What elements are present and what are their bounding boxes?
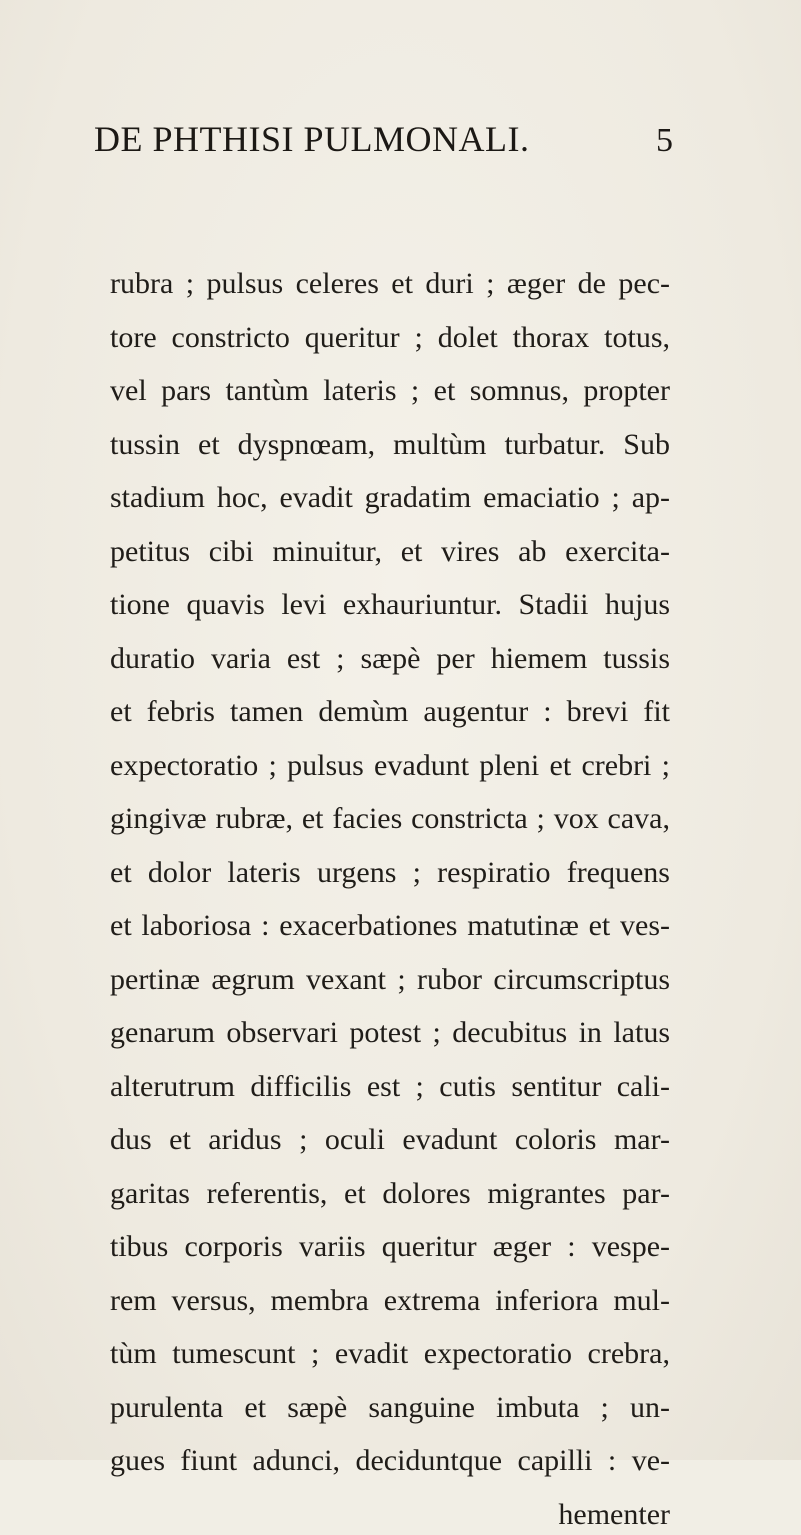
running-title: DE PHTHISI PULMONALI. [94,119,530,159]
text-line: tore constricto queritur ; dolet thorax totus, [110,321,670,354]
text-line: gues fiunt adunci, deciduntque capilli : ve- [110,1444,670,1477]
text-line: pertinæ ægrum vexant ; rubor circumscriptus [110,963,670,996]
text-line: et dolor lateris urgens ; respiratio frequens [110,856,670,889]
text-line: garitas referentis, et dolores migrantes par- [110,1177,670,1210]
text-line: dus et aridus ; oculi evadunt coloris mar- [110,1123,670,1156]
text-line: rubra ; pulsus celeres et duri ; æger de pec- [110,267,670,300]
text-line: et febris tamen demùm augentur : brevi fit [110,695,670,728]
text-line: stadium hoc, evadit gradatim emaciatio ; ap- [110,481,670,514]
catchword: hementer [558,1498,670,1531]
text-line: gingivæ rubræ, et facies constricta ; vox cava, [110,802,670,835]
text-line: petitus cibi minuitur, et vires ab exercita- [110,535,670,568]
page-number: 5 [656,122,673,159]
text-line: tione quavis levi exhauriuntur. Stadii hujus [110,588,670,621]
text-line: tussin et dyspnœam, multùm turbatur. Sub [110,428,670,461]
text-line: et laboriosa : exacerbationes matutinæ et ves- [110,909,670,942]
text-line: vel pars tantùm lateris ; et somnus, propter [110,374,670,407]
text-line: tùm tumescunt ; evadit expectoratio crebra, [110,1337,670,1370]
text-line: genarum observari potest ; decubitus in latus [110,1016,670,1049]
text-line: duratio varia est ; sæpè per hiemem tussis [110,642,670,675]
text-line: purulenta et sæpè sanguine imbuta ; un- [110,1391,670,1424]
text-line: alterutrum difficilis est ; cutis sentitur cali- [110,1070,670,1103]
text-line: rem versus, membra extrema inferiora mul- [110,1284,670,1317]
text-line: tibus corporis variis queritur æger : vespe- [110,1230,670,1263]
text-line: expectoratio ; pulsus evadunt pleni et crebri ; [110,749,670,782]
